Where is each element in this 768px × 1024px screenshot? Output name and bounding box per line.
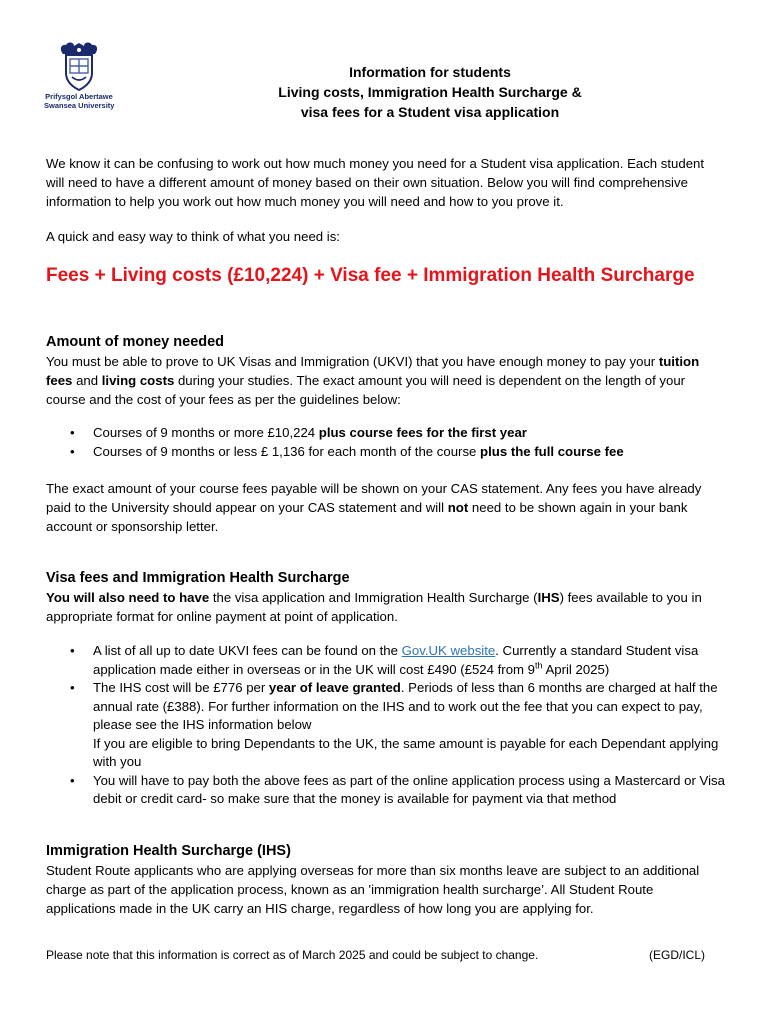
list-item: • You will have to pay both the above fees as part of the online application process using a Mastercard or Visa debit or credit card- so make sure that the money is available for payment via that method [70,772,730,809]
footer-reference: (EGD/ICL) [648,948,705,962]
ihs-heading: Immigration Health Surcharge (IHS) [46,843,291,859]
university-logo [44,40,114,116]
list-item: • Courses of 9 months or more £10,224 plus course fees for the first year [70,424,730,443]
logo-text-english: Swansea University [44,101,115,110]
footer-text: Please note that this information is correct as of March 2025 and could be subject to change. [46,948,539,962]
logo-text-welsh: Prifysgol Abertawe [45,92,113,101]
visa-paragraph: You will also need to have the visa application and Immigration Health Surcharge (IHS) fees available to you in appropriate format for online payment at point of application. [46,590,702,624]
list-item: • Courses of 9 months or less £ 1,136 for each month of the course plus the full course fee [70,443,730,462]
fees-note-paragraph: The exact amount of your course fees payable will be shown on your CAS statement. Any fees you have already paid to the University should appear on your CAS statement and will not need to be shown again in your bank account or sponsorship letter. [46,481,702,534]
cost-formula: Fees + Living costs (£10,224) + Visa fee + Immigration Health Surcharge [46,265,695,286]
footer-note [46,946,711,964]
title-line-2: Living costs, Immigration Health Surcharge & [278,84,582,100]
page-title [200,62,660,122]
title-line-1: Information for students [349,64,511,80]
intro-paragraph: We know it can be confusing to work out how much money you need for a Student visa application. Each student will need to have a different amount of money based on their own situation. Below you will find comprehensive information to help you work out how much money you will need and how to you prove it. [46,156,705,209]
gov-uk-website-link[interactable]: Gov.UK website [401,643,496,658]
crest-icon [57,40,101,92]
quick-way-text: A quick and easy way to think of what you need is: [46,229,340,244]
money-bullet-list [70,424,730,461]
list-item: • The IHS cost will be £776 per year of leave granted. Periods of less than 6 months are charged at half the annual rate (£388). For further information on the IHS and to work out the fee that you can expect to pay, please see the IHS information below If you are eligible to bring Dependants to the UK, the same amount is payable for each Dependant applying with you [70,679,730,772]
visa-heading: Visa fees and Immigration Health Surcharge [46,570,350,586]
ihs-paragraph: Student Route applicants who are applying overseas for more than six months leave are subject to an additional charge as part of the application process, known as an 'immigration health surcharge’. All Student Route applications made in the UK carry an HIS charge, regardless of how long you are applying for. [46,863,700,916]
visa-bullet-list [70,642,730,809]
money-heading: Amount of money needed [46,334,225,350]
title-line-3: visa fees for a Student visa application [300,104,560,120]
list-item: • A list of all up to date UKVI fees can be found on the Gov.UK website. Currently a standard Student visa application made either in overseas or in the UK will cost £490 (£524 from 9th April 2025) [70,642,730,679]
money-paragraph: You must be able to prove to UK Visas and Immigration (UKVI) that you have enough money to pay your tuition fees and living costs during your studies. The exact amount you will need is dependent on the length of your course and the cost of your fees as per the guidelines below: [46,354,700,407]
